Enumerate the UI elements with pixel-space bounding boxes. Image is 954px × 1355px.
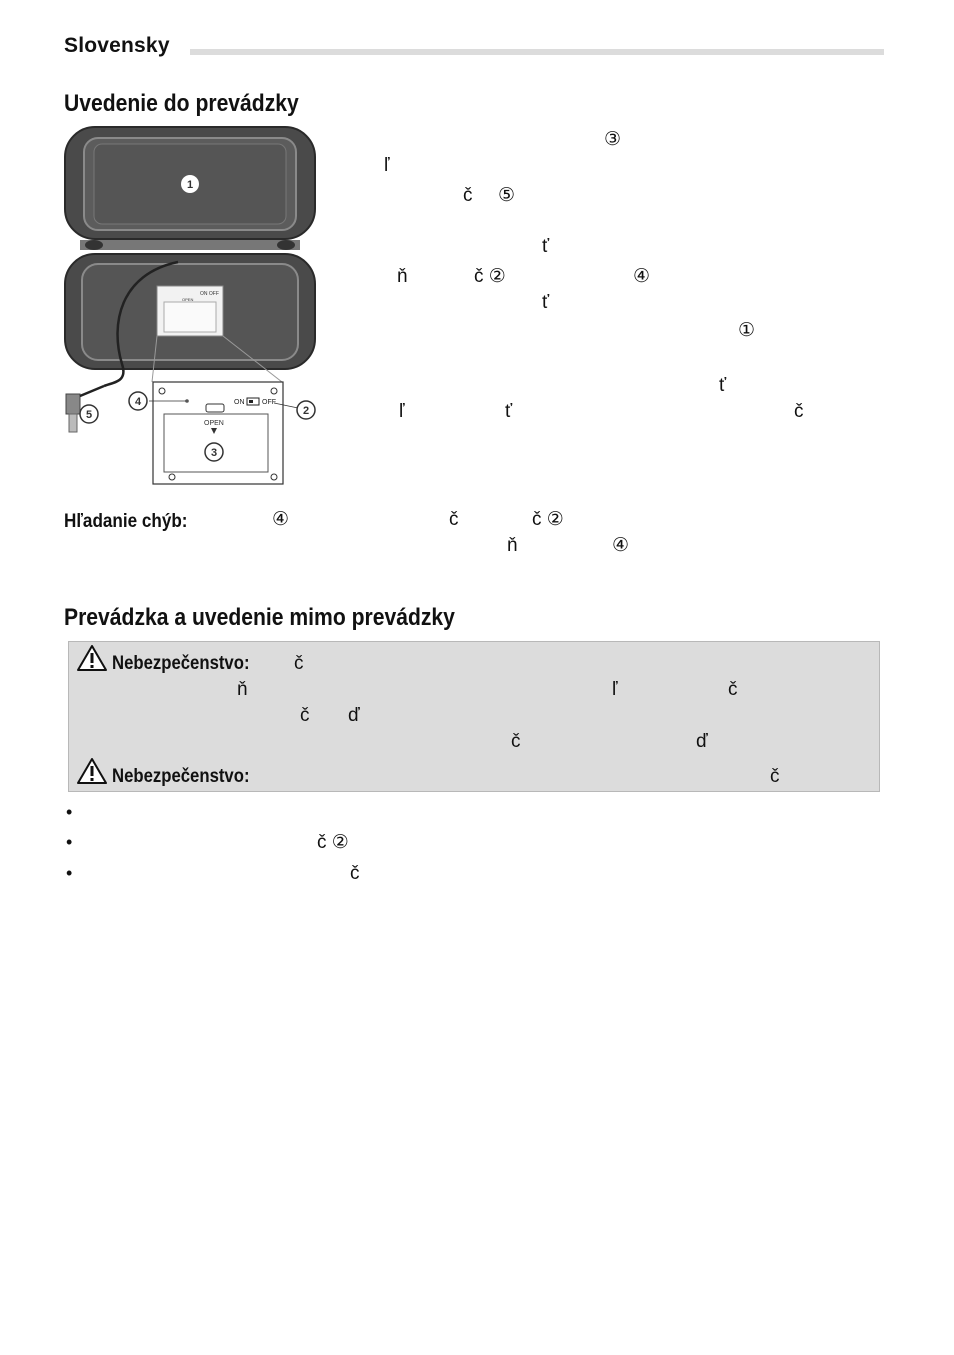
- text-fragment: ň: [397, 266, 408, 287]
- text-fragment: č: [449, 509, 459, 530]
- text-fragment: ④: [612, 535, 630, 556]
- text-fragment: ľ: [399, 401, 405, 422]
- text-fragment: ť: [719, 375, 727, 396]
- warning-triangle-icon: [76, 644, 108, 672]
- text-fragment: č: [728, 679, 738, 700]
- text-fragment: č: [770, 766, 780, 787]
- text-fragment: ③: [604, 129, 622, 150]
- text-fragment: ⑤: [498, 185, 516, 206]
- warning-triangle-icon: [76, 757, 108, 785]
- warning-label: Nebezpečenstvo:: [112, 653, 250, 674]
- text-fragment: č: [463, 185, 473, 206]
- svg-text:OPEN: OPEN: [182, 297, 194, 302]
- svg-text:ON OFF: ON OFF: [200, 291, 219, 297]
- text-fragment: ④: [633, 266, 651, 287]
- text-fragment: ď: [696, 731, 708, 752]
- section-title-operation: Prevádzka a uvedenie mimo prevádzky: [64, 604, 455, 631]
- text-fragment: č: [794, 401, 804, 422]
- text-fragment: ④: [272, 509, 290, 530]
- text-fragment: č: [511, 731, 521, 752]
- language-heading: Slovensky: [64, 34, 170, 57]
- text-fragment: ľ: [384, 155, 390, 176]
- bullet-text: č: [350, 863, 360, 884]
- bullet-symbol: •: [66, 832, 73, 852]
- text-fragment: č: [300, 705, 310, 726]
- text-fragment: ť: [505, 401, 513, 422]
- text-fragment: ①: [738, 320, 756, 341]
- bullet-text: č ②: [317, 832, 349, 853]
- svg-text:2: 2: [302, 405, 310, 417]
- text-fragment: ľ: [612, 679, 618, 700]
- text-fragment: ď: [348, 705, 360, 726]
- svg-text:4: 4: [134, 396, 142, 408]
- text-fragment: ť: [542, 236, 550, 257]
- troubleshooting-label: Hľadanie chýb:: [64, 511, 188, 532]
- open-label: OPEN: [204, 420, 224, 427]
- plug: [66, 394, 80, 414]
- bullet-symbol: •: [66, 863, 73, 883]
- header-rule: [190, 49, 884, 55]
- switch-on-label: ON: [234, 399, 245, 406]
- text-fragment: ň: [237, 679, 248, 700]
- text-fragment: č ②: [532, 509, 564, 530]
- section-title-startup: Uvedenie do prevádzky: [64, 90, 299, 117]
- warning-label: Nebezpečenstvo:: [112, 766, 250, 787]
- text-fragment: ň: [507, 535, 518, 556]
- svg-text:3: 3: [210, 447, 218, 459]
- text-fragment: č ②: [474, 266, 506, 287]
- svg-text:5: 5: [85, 409, 93, 421]
- bullet-symbol: •: [66, 802, 73, 822]
- switch-off-label: OFF: [262, 399, 276, 406]
- text-fragment: č: [294, 653, 304, 674]
- text-fragment: ť: [542, 292, 550, 313]
- svg-text:1: 1: [186, 179, 194, 191]
- device-illustration: [60, 124, 322, 488]
